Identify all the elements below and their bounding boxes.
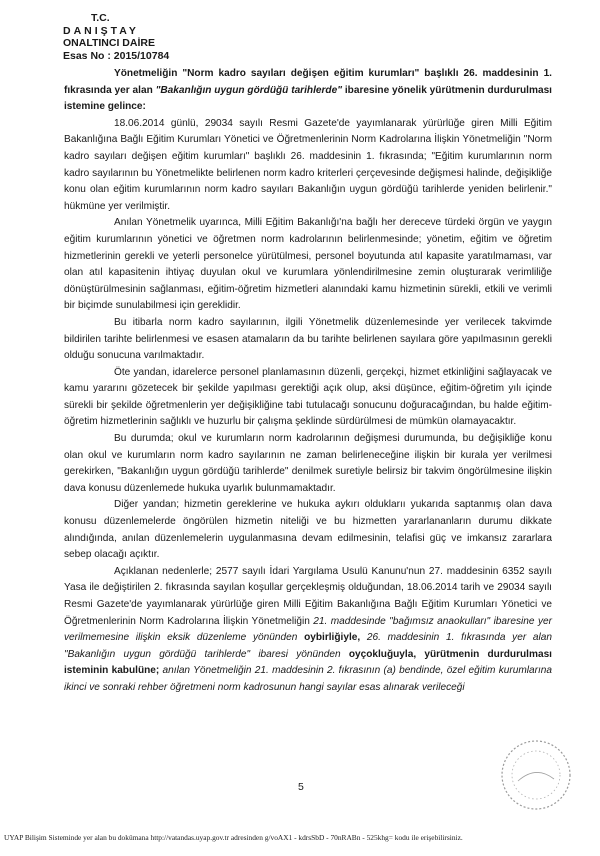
official-seal-stamp: [496, 735, 576, 815]
heading-part-3: ibaresine yönelik yürütmenin durdurulması istemine gelince:: [64, 84, 552, 113]
paragraph-6: Diğer yandan; hizmetin gereklerine ve hukuka aykırı olduklarıı yukarıda saptanmış olan dava konusu düzenlemelerde öngörülen hizmetin niteliği ve bu hizmetten yararlananların durumu dikkate alındığında, anılan düzenlemelerin uygulanmasına devam edilmesinin, telafisi güç ve imkansız zararlara sebep olacağı açıktır.: [64, 499, 552, 561]
header-tc: T.C.: [91, 12, 110, 24]
esas-label: Esas No: [63, 49, 105, 62]
header-case-number: Esas No : 2015/10784: [63, 49, 170, 62]
paragraph-1: 18.06.2014 günlü, 29034 sayılı Resmi Gazete'de yayımlanarak yürürlüğe giren Milli Eğitim Bakanlığına Bağlı Eğitim Kurumları Yönetici ve Öğretmenlerinin Norm Kadrolarına İlişkin Yönetmeliğin "Norm kadro sayıları değişen eğitim kurumları" başlıklı 26. maddesinin 1. fıkrasında; "Eğitim kurumlarının norm kadro sayılarının bu Yönetmelikte belirlenen norm kadro kriterleri çerçevesinde değişmesi halinde, değişikliğe konu olan eğitim kurumlarının norm kadro sayıları Bakanlığın uygun gördüğü tarihlerde yeniden belirlenir." hükmüne yer verilmiştir.: [64, 117, 552, 212]
heading-quoted-phrase: "Bakanlığın uygun gördüğü tarihlerde": [155, 84, 342, 96]
decision-part-a: Açıklanan nedenlerle; 2577 sayılı İdari Yargılama Usulü Kanunu'nun 27. maddesinin 6352 sayılı Yasa ile değiştirilen 2. fıkrasında sayılan koşullar gerçekleşmiş olduğundan, 18.06.2014 tarih ve 29034 sayılı Resmi Gazete'de yayımlanarak yürürlüğe giren Milli Eğitim Bakanlığına Bağlı Eğitim Kurumları Yönetici ve Öğretmenlerinin Norm Kadrolarına İlişkin Yönetmeliğin: [64, 565, 552, 627]
decision-part-b: 21. maddesinde "bağımsız anaokulları" ibaresine yer verilmemesine ilişkin eksik düzenleme yönünden: [64, 615, 552, 644]
header-court-name: DANIŞTAY: [63, 24, 139, 37]
page-number: 5: [298, 781, 304, 793]
paragraph-5: Bu durumda; okul ve kurumların norm kadrolarının değişmesi durumunda, bu değişikliğe konu olan okul ve kurumların norm kadro sayılarının ne zaman belirleneceğine ilişkin bir kurala yer verilmesi gerekirken, "Bakanlığın uygun gördüğü tarihlerde" denilmek suretiyle belirsiz bir takvim öngörülmesine ilişkin dava konusu düzenlemede hukuka uyarlık bulunmamaktadır.: [64, 433, 552, 494]
paragraph-3: Bu itibarla norm kadro sayılarının, ilgili Yönetmelik düzenlemesinde yer verilecek takvimde bildirilen tarihte belirlenmesi ve esasen atamaların da bu tarihte belirlenen sayılara göre yapılmasının gerekli olduğu sonucuna varılmaktadır.: [64, 316, 552, 362]
decision-part-f: anılan Yönetmeliğin 21. maddesinin 2. fıkrasının (a) bendinde, özel eğitim kurumlarına ikinci ve sonraki rehber öğretmeni norm kadrosunun hangi sayılar esas alınarak verileceği: [64, 665, 552, 693]
decision-unanimity: oybirliğiyle,: [304, 632, 361, 644]
decision-majority: oyçokluğuyla, yürütmenin durdurulması isteminin kabulüne;: [64, 648, 552, 677]
paragraph-4: Öte yandan, idarelerce personel planlamasının düzenli, gerçekçi, hizmet etkinliğini sağlayacak ve kamu yararını gözetecek bir şekilde yapılması gerektiği açık olup, aksi düşünce, eğitim-öğretim yılı içinde sürekli bir şekilde öğretmenlerin yer değişikliğine tabi tutulacağı sonucunu doğuracağından, bu halde eğitim-öğretim hizmetlerinin sağlıklı ve huzurlu bir çalışma şeklinde sürdürülmesi de mümkün olamayacaktır.: [64, 366, 552, 428]
paragraph-2: Anılan Yönetmelik uyarınca, Milli Eğitim Bakanlığı'na bağlı her dereceve türdeki örgün ve yaygın eğitim kurumlarının yönetici ve öğretmen norm kadrolarının belirlenmesinde; yönetim, eğitim ve öğretim hizmetlerinin gerekli ve yeterli personelce yürütülmesi, personel boyutunda atıl kapasite yaratılmaması, var olan atıl kapasitenin ihtiyaç duyulan okul ve kurumlara yönlendirilmesine zemin oluşturarak verimliliğe dönüştürülmesinin sağlanması, eğitim-öğretim hizmetleri alanındaki kamu hizmetinin sürekli, etkili ve verimli bir biçimde sunulabilmesi için gereklidir.: [64, 217, 552, 312]
document-body: [64, 66, 552, 697]
document-header: [63, 12, 169, 62]
uyap-footer-note: UYAP Bilişim Sisteminde yer alan bu dokümana http://vatandas.uyap.gov.tr adresinden g/voAX1 - kdrsSbD - 70nRABn - 525khg= kodu ile erişebilirsiniz.: [4, 833, 463, 842]
paragraph-7-decision: [64, 564, 552, 697]
heading-part-1: Yönetmeliğin "Norm kadro sayıları değişen eğitim kurumları" başlıklı 26. maddesinin 1. fıkrasında yer alan: [64, 68, 552, 96]
section-heading: [64, 66, 552, 116]
decision-part-d: 26. maddesinin 1. fıkrasında yer alan "Bakanlığın uygun gördüğü tarihlerde" ibaresi yönünden: [64, 632, 552, 660]
esas-value: 2015/10784: [113, 49, 170, 62]
header-chamber: ONALTINCI DAİRE: [63, 37, 155, 49]
